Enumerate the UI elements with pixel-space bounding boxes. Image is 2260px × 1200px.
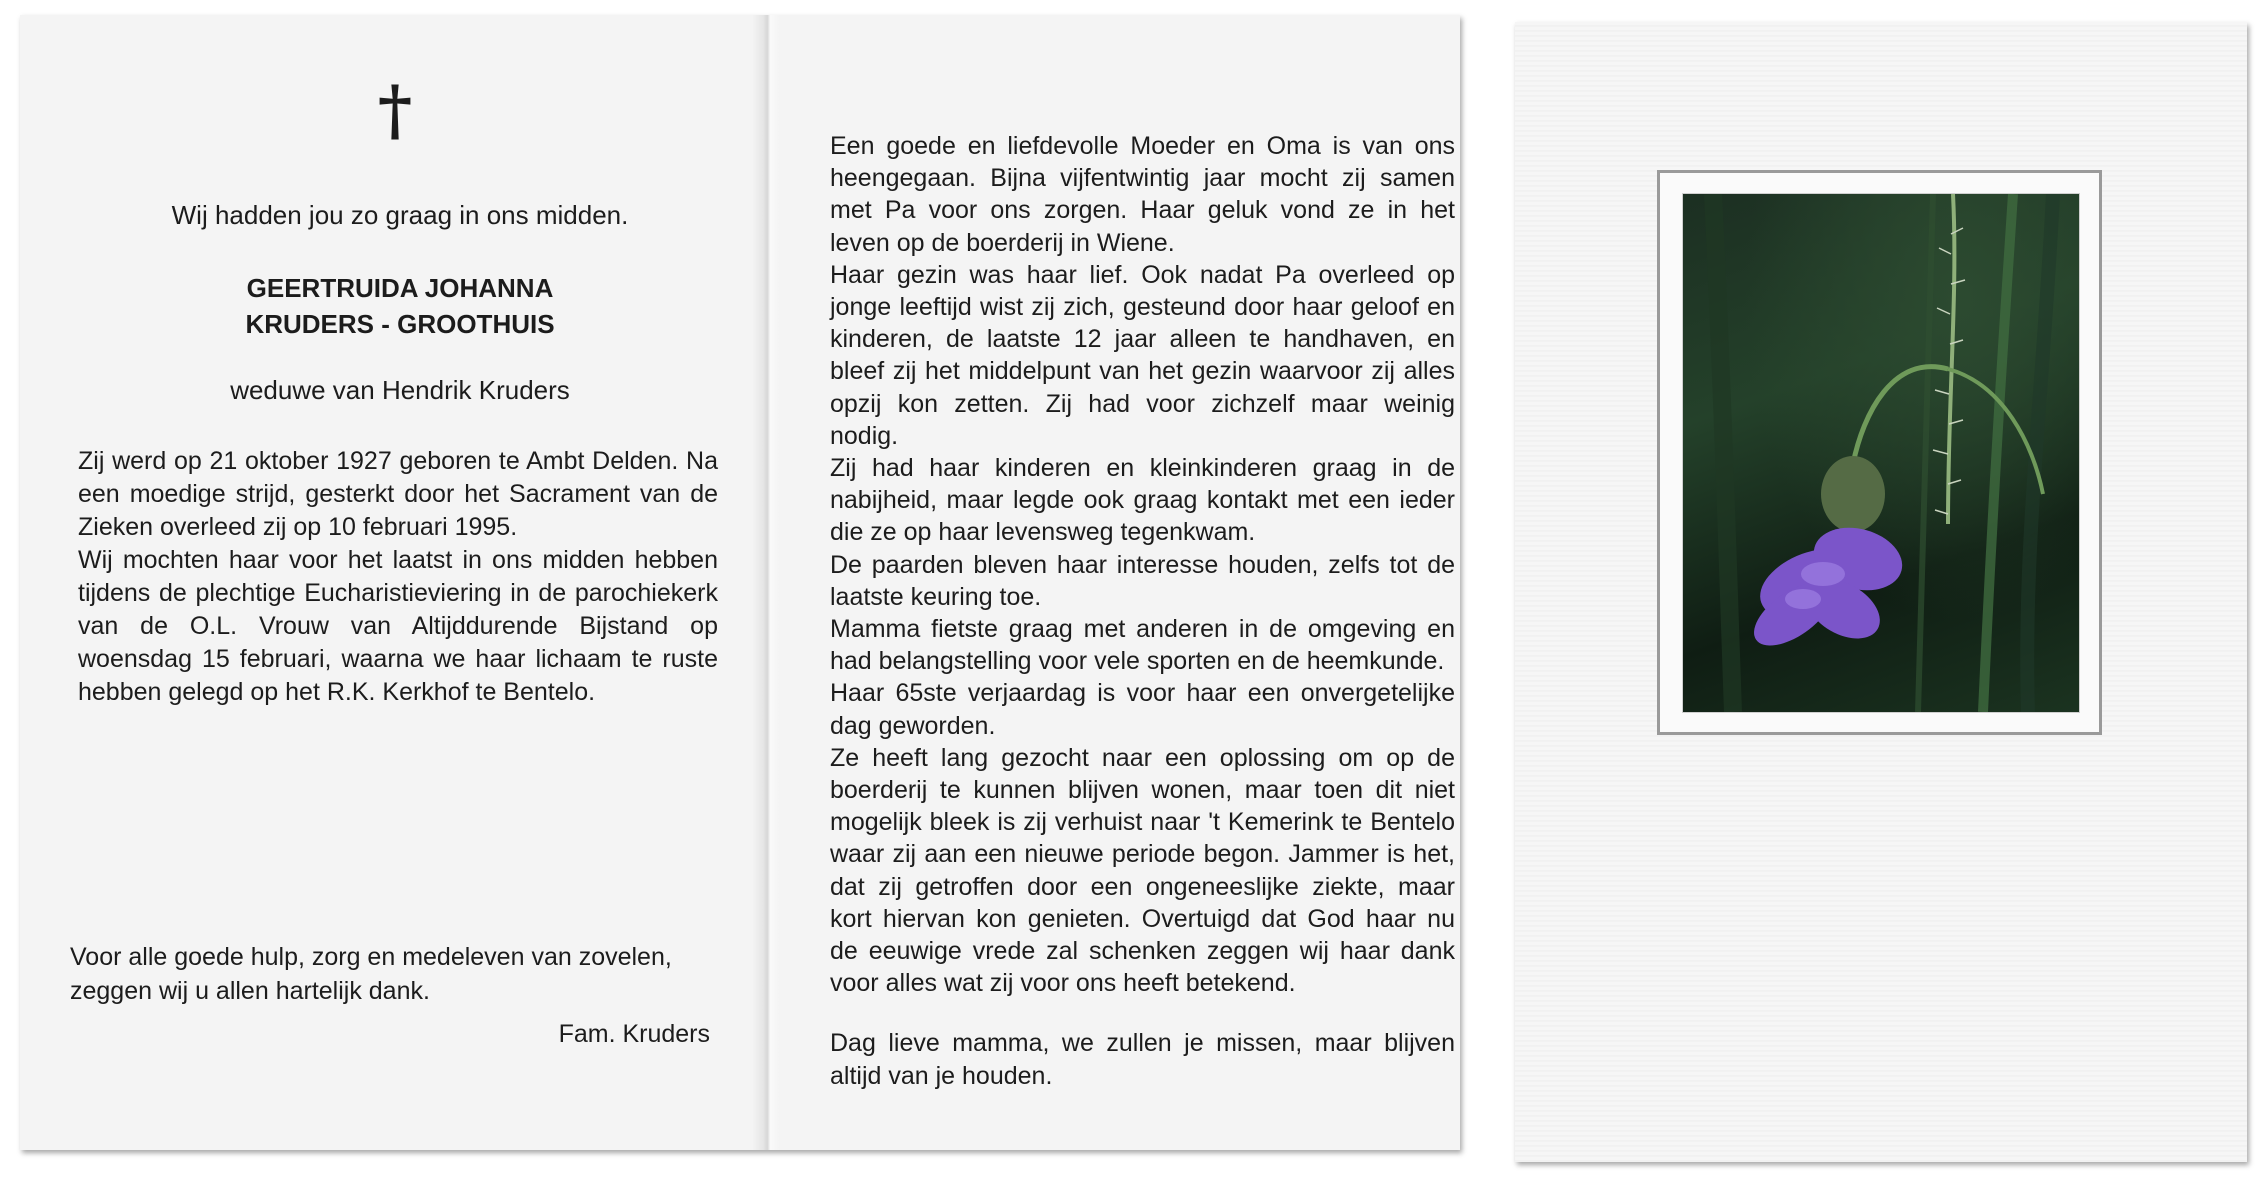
widow-line: weduwe van Hendrik Kruders [230,375,570,405]
bio-paragraph: Zij werd op 21 oktober 1927 geboren te Ambt Delden. Na een moedige strijd, gesterkt door het Sacrament van de Zieken overleed zij op 10 februari 1995. [78,447,718,541]
deceased-name-line1: GEERTRUIDA JOHANNA [246,273,554,303]
cover-card [1515,22,2247,1162]
flower-stem [1853,367,1948,464]
inner-card [20,15,1460,1150]
closing-line: Dag lieve mamma, we zullen je missen, maar blijven altijd van je houden. [830,1029,1455,1090]
right-page [780,15,1460,1150]
grass-blade [1713,194,1733,712]
deceased-name-line2: KRUDERS - GROOTHUIS [245,309,555,339]
signature: Fam. Kruders [558,1020,710,1048]
thanks-text: Voor alle goede hulp, zorg en medeleven van zovelen, zeggen wij u allen hartelijk dank. [70,943,672,1005]
memorial-paragraph: Haar 65ste verjaardag is voor haar een onvergetelijke dag geworden. [830,679,1455,740]
grass-blade [1918,194,1933,712]
memorial-paragraph: Ze heeft lang gezocht naar een oplossing om op de boerderij te kunnen blijven wonen, maar toen dit niet mogelijk bleek is zij verhuist naar 't Kemerink te Bentelo waar zij aan een nieuwe periode begon. Jammer is het, dat zij getroffen door een ongeneeslijke ziekte, maar kort hiervan kon genieten. Overtuigd dat God haar nu de eeuwige vrede zal schenken zeggen wij haar dank voor alles wat zij voor ons heeft betekend. [830,743,1455,998]
cornflower-photo [1682,193,2080,713]
memorial-paragraph: Zij had haar kinderen en kleinkinderen graag in de nabijheid, maar legde ook graag kontakt met een ieder die ze op haar levensweg tegenkwam. [830,454,1455,547]
bio-paragraph: Wij mochten haar voor het laatst in ons midden hebben tijdens de plechtige Eucharistieviering in de parochiekerk van de O.L. Vrouw van Altijddurende Bijstand op woensdag 15 februari, waarna we haar lichaam te ruste hebben gelegd op het R.K. Kerkhof te Bentelo. [78,546,718,706]
epigraph: Wij hadden jou zo graag in ons midden. [171,200,629,230]
cornflower-illustration [1683,194,2079,712]
memorial-paragraph: Een goede en liefdevolle Moeder en Oma is van ons heengegaan. Bijna vijfentwintig jaar mocht zij samen met Pa voor ons zorgen. Haar geluk vond ze in het leven op de boerderij in Wiene. [830,132,1455,257]
biography [78,445,718,709]
flower-stem [1948,194,1954,524]
photo-frame [1657,170,2102,735]
memorial-paragraph: Mamma fietste graag met anderen in de omgeving en had belangstelling voor vele sporten en de heemkunde. [830,615,1455,676]
memorial-paragraph: De paarden bleven haar interesse houden, zelfs tot de laatste keuring toe. [830,550,1455,611]
memorial-text [830,130,1455,1092]
card-fold [752,15,780,1150]
cross-icon: † [377,71,413,149]
grass-blade [1983,194,2013,712]
cornflower-petals [1744,518,1910,657]
left-page [20,15,752,1150]
memorial-paragraph: Haar gezin was haar lief. Ook nadat Pa overleed op jonge leeftijd wist zij zich, gesteund door haar geloof en kinderen, de laatste 12 jaar alleen te handhaven, en bleef zij het middelpunt van het gezin waarvoor zij alles opzij kon zetten. Zij had voor zichzelf maar weinig nodig. [830,260,1455,450]
flower-bud [1821,456,1885,532]
